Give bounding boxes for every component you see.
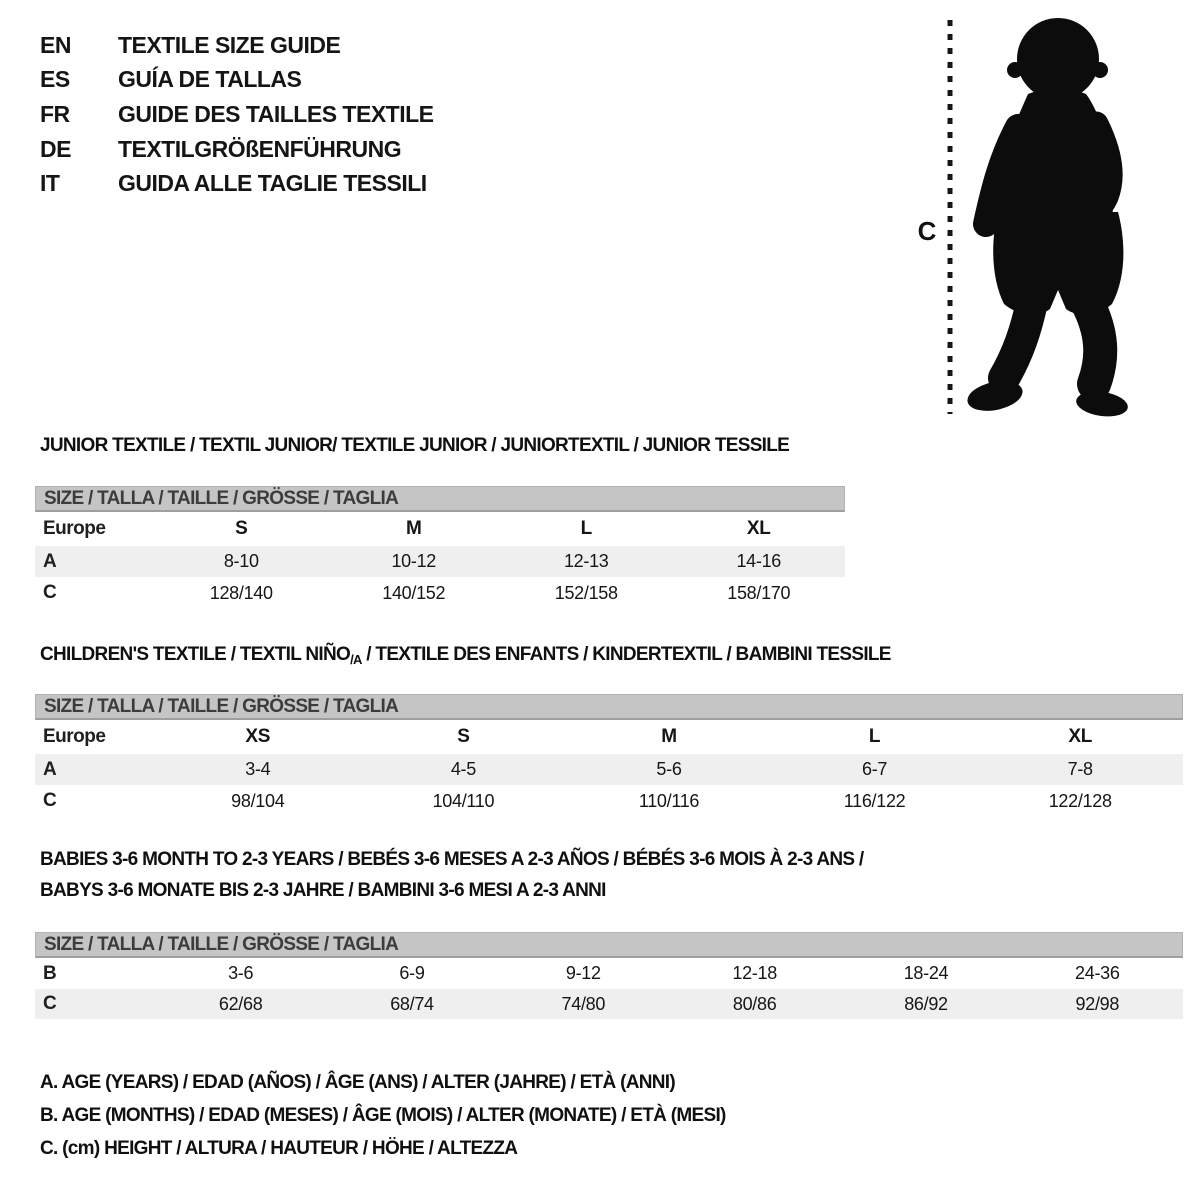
value-cell: 10-12 (391, 551, 437, 571)
value-cell: 5-6 (656, 759, 682, 779)
table-row-b (35, 958, 1183, 989)
table-row-europe (35, 720, 1183, 754)
size-cell: L (580, 518, 592, 539)
babies-section-title-line2: BABYS 3-6 MONATE BIS 2-3 JAHRE / BAMBINI 3-6 MESI A 2-3 ANNI (40, 880, 606, 901)
size-cell: S (457, 726, 470, 747)
size-cell: M (405, 518, 422, 539)
row-label: C (43, 790, 57, 811)
value-cell: 140/152 (382, 582, 446, 603)
language-row-de (40, 132, 434, 167)
size-cell: XL (1068, 726, 1093, 747)
value-cell: 14-16 (736, 551, 782, 571)
value-cell: 3-6 (228, 963, 254, 983)
language-row-fr (40, 97, 434, 132)
language-label: TEXTILGRÖßENFÜHRUNG (118, 135, 402, 162)
legend-line-a: A. AGE (YEARS) / EDAD (AÑOS) / ÂGE (ANS) / ALTER (JAHRE) / ETÀ (ANNI) (40, 1072, 675, 1093)
value-cell: 116/122 (843, 790, 906, 811)
value-cell: 4-5 (450, 759, 476, 779)
row-label: C (43, 993, 57, 1014)
language-row-en (40, 28, 434, 63)
size-cell: XS (245, 726, 271, 747)
language-code: EN (40, 31, 71, 58)
value-cell: 128/140 (209, 582, 273, 603)
row-label: A (43, 758, 57, 780)
title-text: CHILDREN'S TEXTILE / TEXTIL NIÑO (40, 644, 351, 665)
language-code: DE (40, 135, 71, 162)
title-subscript: /A (350, 652, 362, 667)
value-cell: 3-4 (245, 759, 271, 779)
size-header-bar: SIZE / TALLA / TAILLE / GRÖSSE / TAGLIA (35, 486, 845, 512)
row-label: Europe (43, 518, 106, 539)
language-row-es (40, 63, 434, 98)
value-cell: 104/110 (432, 790, 495, 811)
legend-line-b: B. AGE (MONTHS) / EDAD (MESES) / ÂGE (MOIS) / ALTER (MONATE) / ETÀ (MESI) (40, 1105, 726, 1126)
row-label: B (43, 962, 57, 984)
value-cell: 12-18 (732, 963, 777, 983)
value-cell: 110/116 (638, 790, 700, 811)
children-section-title (40, 644, 891, 667)
language-label: GUIDE DES TAILLES TEXTILE (118, 100, 434, 127)
value-cell: 6-7 (862, 759, 888, 779)
children-size-table (35, 694, 1183, 817)
language-label: GUIDA ALLE TAGLIE TESSILI (118, 170, 427, 197)
table-row-c (35, 577, 845, 609)
value-cell: 6-9 (399, 963, 425, 983)
row-label: C (43, 582, 57, 603)
language-label: GUÍA DE TALLAS (118, 66, 302, 93)
table-row-c (35, 785, 1183, 817)
value-cell: 18-24 (903, 963, 949, 983)
legend-line-c: C. (cm) HEIGHT / ALTURA / HAUTEUR / HÖHE / ALTEZZA (40, 1138, 518, 1159)
height-measure-label: C (917, 216, 937, 246)
language-row-it (40, 166, 434, 201)
title-text: / TEXTILE DES ENFANTS / KINDERTEXTIL / BAMBINI TESSILE (361, 644, 891, 665)
size-cell: M (661, 726, 677, 747)
value-cell: 24-36 (1075, 963, 1120, 983)
language-code: IT (40, 170, 60, 197)
value-cell: 80/86 (732, 993, 777, 1014)
size-cell: L (868, 726, 881, 747)
value-cell: 122/128 (1048, 790, 1112, 811)
measure-legend (40, 1066, 726, 1165)
language-code: ES (40, 66, 70, 93)
babies-section-title-line1: BABIES 3-6 MONTH TO 2-3 YEARS / BEBÉS 3-6 MESES A 2-3 AÑOS / BÉBÉS 3-6 MOIS À 2-3 ANS / (40, 849, 864, 870)
value-cell: 9-12 (565, 963, 601, 983)
value-cell: 98/104 (231, 790, 285, 811)
babies-size-table (35, 932, 1183, 1019)
junior-section-title: JUNIOR TEXTILE / TEXTIL JUNIOR/ TEXTILE JUNIOR / JUNIORTEXTIL / JUNIOR TESSILE (40, 435, 790, 456)
value-cell: 92/98 (1075, 993, 1120, 1014)
row-label: Europe (43, 726, 106, 747)
value-cell: 74/80 (561, 993, 606, 1014)
table-row-europe (35, 512, 845, 546)
value-cell: 12-13 (563, 551, 609, 571)
language-code: FR (40, 100, 70, 127)
size-header-bar: SIZE / TALLA / TAILLE / GRÖSSE / TAGLIA (35, 932, 1183, 958)
row-label: A (43, 550, 57, 572)
value-cell: 8-10 (223, 551, 259, 571)
size-header-bar: SIZE / TALLA / TAILLE / GRÖSSE / TAGLIA (35, 694, 1183, 720)
table-row-c (35, 989, 1183, 1019)
value-cell: 86/92 (904, 993, 948, 1014)
language-header (40, 28, 434, 201)
size-cell: XL (746, 518, 771, 539)
language-label: TEXTILE SIZE GUIDE (118, 31, 341, 58)
value-cell: 62/68 (218, 993, 263, 1014)
value-cell: 68/74 (390, 993, 434, 1014)
junior-size-table (35, 486, 845, 609)
table-row-a (35, 546, 845, 577)
size-cell: S (235, 518, 248, 539)
value-cell: 158/170 (727, 582, 791, 603)
value-cell: 152/158 (554, 582, 618, 603)
table-row-a (35, 754, 1183, 785)
value-cell: 7-8 (1067, 759, 1093, 779)
